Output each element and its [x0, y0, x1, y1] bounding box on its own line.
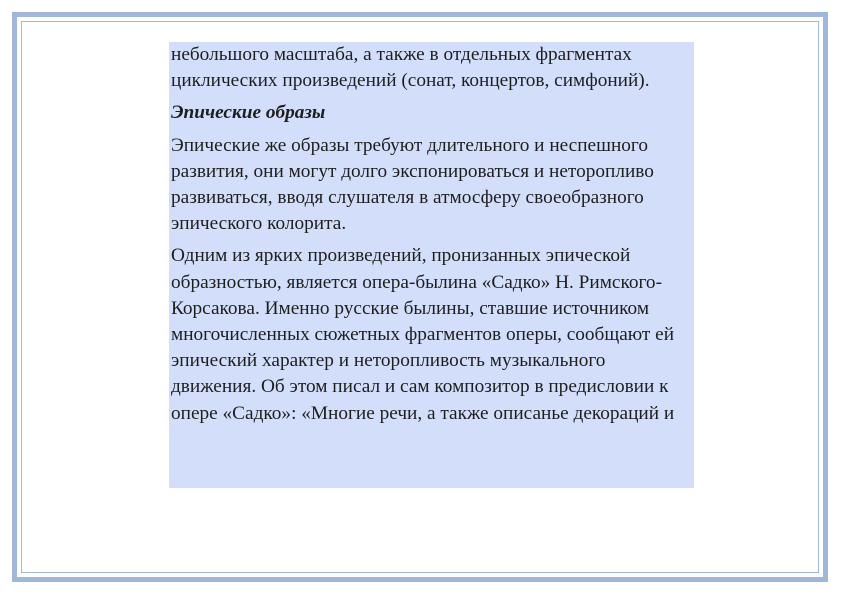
paragraph-epic-images: Эпические же образы требуют длительного и неспешного развития, они могут долго экспонироваться и неторопливо развиваться, вводя слушателя в атмосферу своеобразного эпического колорита. — [171, 134, 654, 235]
paragraph-sadko: Одним из ярких произведений, пронизанных эпической образностью, является опера-былина «Садко» Н. Римского-Корсакова. Именно русские былины, ставшие источником многочисленных сюжетных фрагментов оперы, сообщают ей эпический характер и неторопливость музыкального движения. Об этом писал и сам композитор в предисловии к опере «Садко»: «Многие речи, а также описанье декораций и — [171, 245, 675, 424]
text-block — [169, 42, 694, 488]
paragraph-intro: небольшого масштаба, а также в отдельных фрагментах циклических произведений (сонат, концертов, симфоний). — [171, 44, 650, 92]
section-heading: Эпические образы — [171, 102, 326, 124]
